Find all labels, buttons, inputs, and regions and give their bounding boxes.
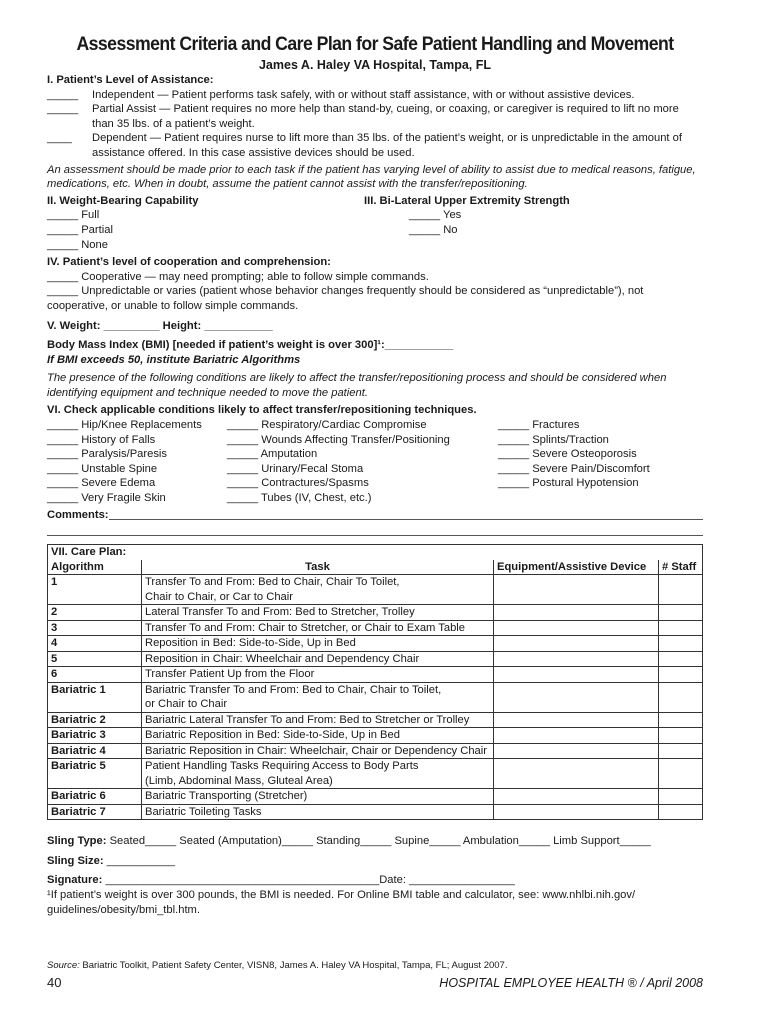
table-row (48, 743, 703, 759)
condition-item[interactable]: _____ Urinary/Fecal Stoma (227, 462, 364, 475)
upper-extremity-no[interactable]: _____ No (409, 223, 458, 236)
table-row (48, 620, 703, 636)
equipment-cell[interactable] (494, 636, 659, 652)
equipment-cell[interactable] (494, 697, 659, 712)
presence-note: The presence of the following conditions are likely to affect the transfer/repositioning process and should be considered when identifying equipment and technique needed to move the patient. (47, 372, 667, 399)
condition-item[interactable]: _____ Unstable Spine (47, 462, 158, 475)
col-staff: # Staff (659, 560, 703, 575)
condition-item[interactable]: _____ Wounds Affecting Transfer/Positioning (227, 433, 450, 446)
comments-field[interactable] (47, 508, 703, 523)
algorithm-cell (48, 697, 142, 712)
conditions-col2 (227, 418, 498, 506)
signature-label: Signature: (47, 874, 103, 887)
care-plan-heading: VII. Care Plan: (48, 545, 703, 560)
algorithm-cell: Bariatric 3 (48, 728, 142, 744)
weight-bearing-partial[interactable]: _____ Partial (47, 223, 113, 236)
staff-cell[interactable] (659, 605, 703, 621)
staff-cell[interactable] (659, 697, 703, 712)
col-equipment: Equipment/Assistive Device (494, 560, 659, 575)
algorithm-cell (48, 590, 142, 605)
algorithm-cell: 5 (48, 651, 142, 667)
table-row (48, 774, 703, 789)
staff-cell[interactable] (659, 789, 703, 805)
task-cell: Patient Handling Tasks Requiring Access to Body Parts (142, 759, 494, 774)
signature-date-line[interactable]: ____________________________________________Date: _________________ (105, 874, 515, 887)
signature-field[interactable] (47, 873, 703, 888)
condition-item[interactable]: _____ Severe Pain/Discomfort (498, 462, 650, 475)
task-cell: Chair to Chair, or Car to Chair (142, 590, 494, 605)
cooperation-cooperative[interactable]: _____ Cooperative — may need prompting; able to follow simple commands. (47, 270, 429, 283)
weight-bearing-none[interactable]: _____ None (47, 238, 108, 251)
cooperation-unpredictable-cont: cooperative, or unable to follow simple commands. (47, 299, 299, 312)
form-page (47, 34, 703, 917)
equipment-cell[interactable] (494, 759, 659, 774)
conditions-grid (47, 418, 703, 506)
bmi-footnote-line2: guidelines/obesity/bmi_tbl.htm. (47, 903, 200, 916)
staff-cell[interactable] (659, 804, 703, 820)
publication-info: HOSPITAL EMPLOYEE HEALTH ® / April 2008 (439, 976, 703, 990)
task-cell: Bariatric Lateral Transfer To and From: Bed to Stretcher or Trolley (142, 712, 494, 728)
equipment-cell[interactable] (494, 605, 659, 621)
comments-line-2[interactable] (47, 522, 703, 536)
equipment-cell[interactable] (494, 728, 659, 744)
staff-cell[interactable] (659, 620, 703, 636)
care-plan-table (47, 544, 703, 820)
staff-cell[interactable] (659, 743, 703, 759)
equipment-cell[interactable] (494, 575, 659, 590)
staff-cell[interactable] (659, 728, 703, 744)
algorithm-cell: Bariatric 4 (48, 743, 142, 759)
condition-item[interactable]: _____ Severe Edema (47, 477, 156, 490)
equipment-cell[interactable] (494, 804, 659, 820)
condition-item[interactable]: _____ Tubes (IV, Chest, etc.) (227, 492, 372, 505)
algorithm-cell: Bariatric 7 (48, 804, 142, 820)
comments-label: Comments: (47, 508, 109, 521)
condition-item[interactable]: _____ History of Falls (47, 433, 156, 446)
algorithm-cell: Bariatric 2 (48, 712, 142, 728)
task-cell: Transfer To and From: Bed to Chair, Chair To Toilet, (142, 575, 494, 590)
equipment-cell[interactable] (494, 667, 659, 683)
conditions-col1 (47, 418, 227, 506)
sling-type-label: Sling Type: (47, 835, 107, 848)
task-cell: Lateral Transfer To and From: Bed to Stretcher, Trolley (142, 605, 494, 621)
section1-heading: I. Patient’s Level of Assistance: (47, 74, 214, 86)
staff-cell[interactable] (659, 759, 703, 774)
algorithm-cell: Bariatric 1 (48, 682, 142, 697)
bmi-note: If BMI exceeds 50, institute Bariatric Algorithms (47, 353, 301, 366)
col-algorithm: Algorithm (48, 560, 142, 575)
table-row (48, 636, 703, 652)
table-row (48, 697, 703, 712)
algorithm-cell (48, 774, 142, 789)
sling-size-field[interactable] (47, 854, 703, 869)
source-text: Bariatric Toolkit, Patient Safety Center, VISN8, James A. Haley VA Hospital, Tampa, FL; August 2007. (82, 960, 508, 971)
task-cell: Reposition in Chair: Wheelchair and Dependency Chair (142, 651, 494, 667)
algorithm-cell: 1 (48, 575, 142, 590)
table-row (48, 667, 703, 683)
source-note (47, 959, 507, 974)
task-cell: or Chair to Chair (142, 697, 494, 712)
assist-dependent[interactable] (47, 131, 703, 160)
condition-item[interactable]: _____ Postural Hypotension (498, 477, 639, 490)
weight-bearing-section (47, 194, 364, 252)
task-cell: (Limb, Abdominal Mass, Gluteal Area) (142, 774, 494, 789)
equipment-cell[interactable] (494, 712, 659, 728)
col-task: Task (142, 560, 494, 575)
table-row (48, 682, 703, 697)
task-cell: Bariatric Reposition in Chair: Wheelchair, Chair or Dependency Chair (142, 743, 494, 759)
condition-item[interactable]: _____ Amputation (227, 448, 318, 461)
staff-cell[interactable] (659, 590, 703, 605)
cooperation-unpredictable[interactable]: _____ Unpredictable or varies (patient whose behavior changes frequently should be considered as “unpredictable”), not (47, 285, 644, 298)
page-title: Assessment Criteria and Care Plan for Safe Patient Handling and Movement (76, 34, 674, 55)
upper-extremity-section (364, 194, 570, 252)
algorithm-cell: 3 (48, 620, 142, 636)
equipment-cell[interactable] (494, 789, 659, 805)
staff-cell[interactable] (659, 774, 703, 789)
task-cell: Reposition in Bed: Side-to-Side, Up in Bed (142, 636, 494, 652)
task-cell: Transfer Patient Up from the Floor (142, 667, 494, 683)
equipment-cell[interactable] (494, 620, 659, 636)
condition-item[interactable]: _____ Fractures (498, 419, 580, 432)
assist-partial[interactable] (47, 102, 703, 131)
table-row (48, 804, 703, 820)
bmi-footnote-line1: ¹If patient’s weight is over 300 pounds, the BMI is needed. For Online BMI table and calculator, see: www.nhlbi.nih.gov/ (47, 889, 636, 901)
section3-heading: III. Bi-Lateral Upper Extremity Strength (364, 194, 570, 207)
bmi-field[interactable]: Body Mass Index (BMI) [needed if patient’s weight is over 300]¹:___________ (47, 339, 454, 352)
condition-item[interactable]: _____ Paralysis/Paresis (47, 448, 168, 461)
sling-size-blank[interactable]: ___________ (106, 854, 176, 867)
table-row (48, 605, 703, 621)
table-row (48, 651, 703, 667)
staff-cell[interactable] (659, 575, 703, 590)
task-cell: Bariatric Reposition in Bed: Side-to-Side, Up in Bed (142, 728, 494, 744)
table-row (48, 789, 703, 805)
assist-partial-text: Partial Assist — Patient requires no more help than stand-by, cueing, or coaxing, or caregiver is required to lift no more than 35 lbs. of a patient’s weight. (92, 103, 679, 130)
condition-item[interactable]: _____ Severe Osteoporosis (498, 448, 637, 461)
condition-item[interactable]: _____ Contractures/Spasms (227, 477, 369, 490)
staff-cell[interactable] (659, 712, 703, 728)
condition-item[interactable]: _____ Very Fragile Skin (47, 492, 166, 505)
equipment-cell[interactable] (494, 651, 659, 667)
staff-cell[interactable] (659, 682, 703, 697)
source-label: Source: (47, 960, 80, 971)
upper-extremity-yes[interactable]: _____ Yes (409, 209, 462, 222)
task-cell: Bariatric Toileting Tasks (142, 804, 494, 820)
section2-heading: II. Weight-Bearing Capability (47, 194, 199, 207)
equipment-cell[interactable] (494, 682, 659, 697)
task-cell: Transfer To and From: Chair to Stretcher, or Chair to Exam Table (142, 620, 494, 636)
condition-item[interactable]: _____ Hip/Knee Replacements (47, 419, 202, 432)
staff-cell[interactable] (659, 651, 703, 667)
section4-heading: IV. Patient’s level of cooperation and comprehension: (47, 256, 331, 269)
assist-dependent-blank: ____ (47, 132, 72, 145)
table-row (48, 728, 703, 744)
page-number: 40 (47, 975, 62, 990)
assist-independent[interactable] (47, 88, 703, 103)
algorithm-cell: 2 (48, 605, 142, 621)
equipment-cell[interactable] (494, 774, 659, 789)
sling-size-label: Sling Size: (47, 854, 104, 867)
table-row (48, 712, 703, 728)
task-cell: Bariatric Transporting (Stretcher) (142, 789, 494, 805)
algorithm-cell: 6 (48, 667, 142, 683)
algorithm-cell: Bariatric 5 (48, 759, 142, 774)
table-row (48, 575, 703, 590)
algorithm-cell: 4 (48, 636, 142, 652)
staff-cell[interactable] (659, 667, 703, 683)
sling-type-options[interactable]: Seated_____ Seated (Amputation)_____ Standing_____ Supine_____ Ambulation_____ Limb Support_____ (109, 835, 651, 848)
table-row (48, 759, 703, 774)
table-row (48, 590, 703, 605)
assist-independent-blank: _____ (47, 88, 79, 101)
equipment-cell[interactable] (494, 590, 659, 605)
condition-item[interactable]: _____ Respiratory/Cardiac Compromise (227, 419, 427, 432)
section6-heading: VI. Check applicable conditions likely to affect transfer/repositioning techniques. (47, 404, 477, 417)
bmi-footnote (47, 888, 703, 917)
assist-dependent-text: Dependent — Patient requires nurse to lift more than 35 lbs. of the patient’s weight, or is unpredictable in the amount of assistance offered. In this case assistive devices should be used. (92, 132, 682, 159)
algorithm-cell: Bariatric 6 (48, 789, 142, 805)
task-cell: Bariatric Transfer To and From: Bed to Chair, Chair to Toilet, (142, 682, 494, 697)
sling-type-field[interactable] (47, 834, 703, 849)
weight-height-field[interactable]: V. Weight: _________ Height: ___________ (47, 319, 273, 332)
weight-bearing-full[interactable]: _____ Full (47, 209, 100, 222)
condition-item[interactable]: _____ Splints/Traction (498, 433, 609, 446)
assist-independent-text: Independent — Patient performs task safely, with or without staff assistance, with or without assistive devices. (92, 88, 635, 101)
comments-line[interactable] (109, 508, 703, 521)
assist-partial-blank: _____ (47, 103, 79, 116)
assessment-note: An assessment should be made prior to each task if the patient has varying level of ability to assist due to medical reasons, fatigue, medications, etc. When in doubt, assume the patient cannot assist with the transfer/repositioning. (47, 163, 696, 191)
conditions-col3 (498, 418, 703, 506)
page-subtitle: James A. Haley VA Hospital, Tampa, FL (258, 58, 491, 72)
equipment-cell[interactable] (494, 743, 659, 759)
staff-cell[interactable] (659, 636, 703, 652)
